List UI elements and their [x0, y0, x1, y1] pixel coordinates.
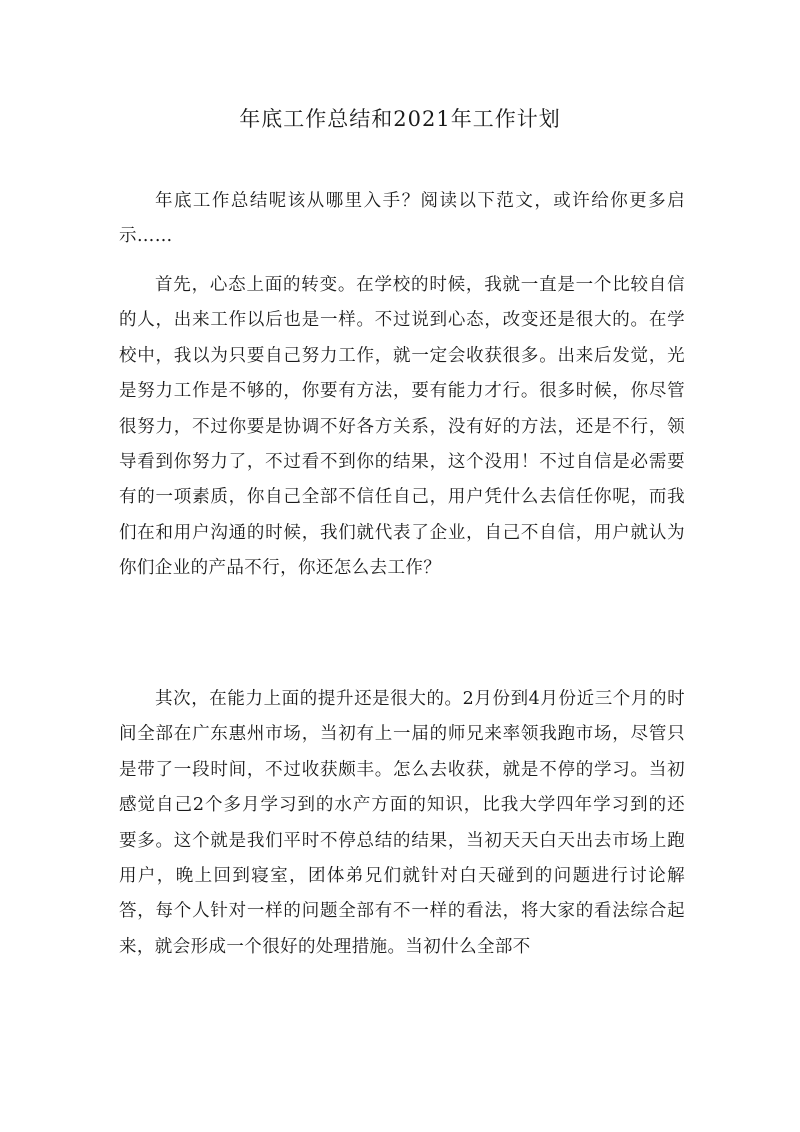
paragraph-ability: 其次，在能力上面的提升还是很大的。2月份到4月份近三个月的时间全部在广东惠州市场，当初有上一届的师兄来率领我跑市场，尽管只是带了一段时间，不过收获颇丰。怎么去收获，就是不停的学习。当初感觉自己2个多月学习到的水产方面的知识，比我大学四年学习到的还要多。这个就是我们平时不停总结的结果，当初天天白天出去市场上跑用户，晚上回到寝室，团体弟兄们就针对白天碰到的问题进行讨论解答，每个人针对一样的问题全部有不一样的看法，将大家的看法综合起来，就会形成一个很好的处理措施。当初什么全部不 — [119, 689, 685, 957]
paragraph-intro: 年底工作总结呢该从哪里入手？阅读以下范文，或许给你更多启示…… — [119, 191, 685, 247]
paragraph-mindset: 首先，心态上面的转变。在学校的时候，我就一直是一个比较自信的人，出来工作以后也是一样。不过说到心态，改变还是很大的。在学校中，我以为只要自己努力工作，就一定会收获很多。出来后发觉，光是努力工作是不够的，你要有方法，要有能力才行。很多时候，你尽管很努力，不过你要是协调不好各方关系，没有好的方法，还是不行，领导看到你努力了，不过看不到你的结果，这个没用！不过自信是必需要有的一项素质，你自己全部不信任自己，用户凭什么去信任你呢，而我们在和用户沟通的时候，我们就代表了企业，自己不自信，用户就认为你们企业的产品不行，你还怎么去工作？ — [119, 275, 685, 579]
document-title: 年底工作总结和2021年工作计划 — [239, 107, 561, 131]
